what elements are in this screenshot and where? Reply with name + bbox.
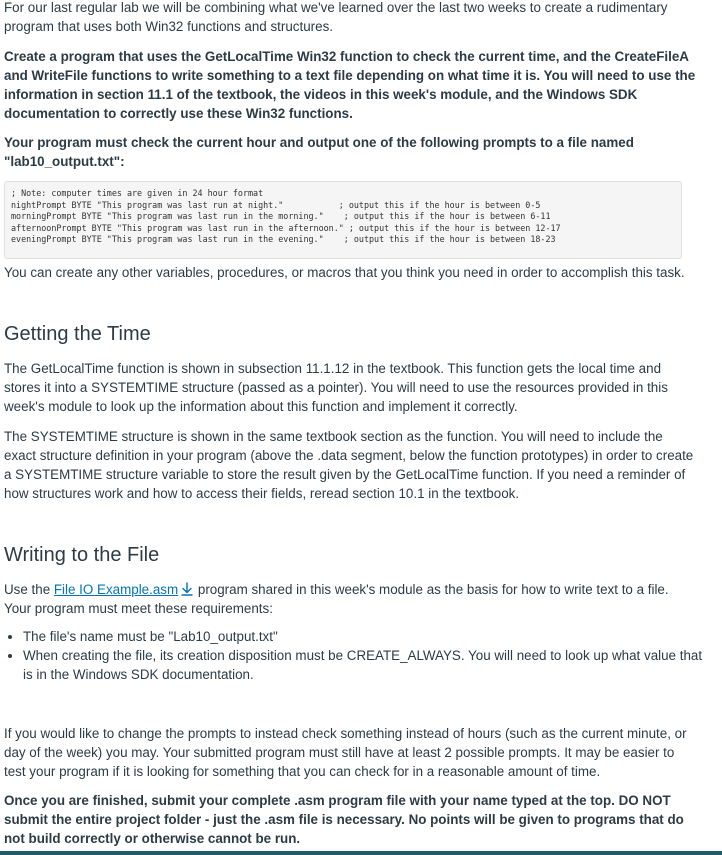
bottom-bar bbox=[0, 851, 722, 855]
file-io-example-link[interactable]: File IO Example.asm bbox=[53, 582, 179, 597]
change-prompts-paragraph: If you would like to change the prompts to instead check something instead of hours (such as the current minute, or day of the week) you may. Your submitted program must still have at least 2 possible prompts. It may be easier to test your program if it is looking for something that you can check for in a reasonable amount of time. bbox=[4, 726, 687, 779]
heading-getting-the-time: Getting the Time bbox=[4, 323, 151, 345]
code-block: ; Note: computer times are given in 24 hour format nightPrompt BYTE "This program was last run at night." ; output this if the hour is between 0-5 morningPrompt BYTE "This program was last run in the morning." ; output this if the hour is between 6-11 afternoonPrompt BYTE "This program was last run in the afternoon." ; output this if the hour is between 12-17 eveningPrompt BYTE "This program was last run in the evening." ; output this if the hour is between 18-23 bbox=[4, 181, 682, 259]
list-item: • When creating the file, its creation disposition must be CREATE_ALWAYS. You will need to look up what value that is in the Windows SDK documentation. bbox=[23, 646, 713, 684]
any-other-paragraph: You can create any other variables, procedures, or macros that you think you need in order to accomplish this task. bbox=[4, 265, 685, 280]
requirements-list bbox=[4, 627, 713, 684]
heading-writing-to-the-file: Writing to the File bbox=[4, 544, 160, 566]
use-prefix: Use the bbox=[4, 582, 54, 597]
file-io-paragraph bbox=[4, 580, 694, 618]
submit-paragraph: Once you are finished, submit your complete .asm program file with your name typed at the top. DO NOT submit the entire project folder - just the .asm file is necessary. No points will be given to programs that do not build correctly or otherwise cannot be run. bbox=[4, 793, 684, 846]
download-icon[interactable] bbox=[180, 582, 194, 596]
systemtime-paragraph: The SYSTEMTIME structure is shown in the same textbook section as the function. You will need to include the exact structure definition in your program (above the .data segment, below the function prototypes) in order to create a SYSTEMTIME structure variable to store the result given by the GetLocalTime function. If you need a reminder of how structures work and how to access their fields, reread section 10.1 in the textbook. bbox=[4, 429, 694, 501]
getlocaltime-paragraph: The GetLocalTime function is shown in subsection 11.1.12 in the textbook. This function gets the local time and stores it into a SYSTEMTIME structure (passed as a pointer). You will need to use the resources provided in this week's module to look up the information about this function and implement it correctly. bbox=[4, 361, 668, 414]
intro-paragraph: For our last regular lab we will be combining what we've learned over the last two weeks to create a rudimentary program that uses both Win32 functions and structures. bbox=[4, 0, 668, 34]
task-paragraph: Create a program that uses the GetLocalTime Win32 function to check the current time, and the CreateFileA and WriteFile functions to write something to a text file depending on what time it is. You will need to use the information in section 11.1 of the textbook, the videos in this week's module, and the Windows SDK documentation to correctly use these Win32 functions. bbox=[4, 49, 696, 121]
list-item: • The file's name must be "Lab10_output.txt" bbox=[23, 627, 713, 646]
use-suffix: program shared in this week's module as the basis for how to write text to a file. Your program must meet these requirements: bbox=[4, 582, 669, 616]
must-check-paragraph: Your program must check the current hour and output one of the following prompts to a file named "lab10_output.txt": bbox=[4, 135, 634, 169]
